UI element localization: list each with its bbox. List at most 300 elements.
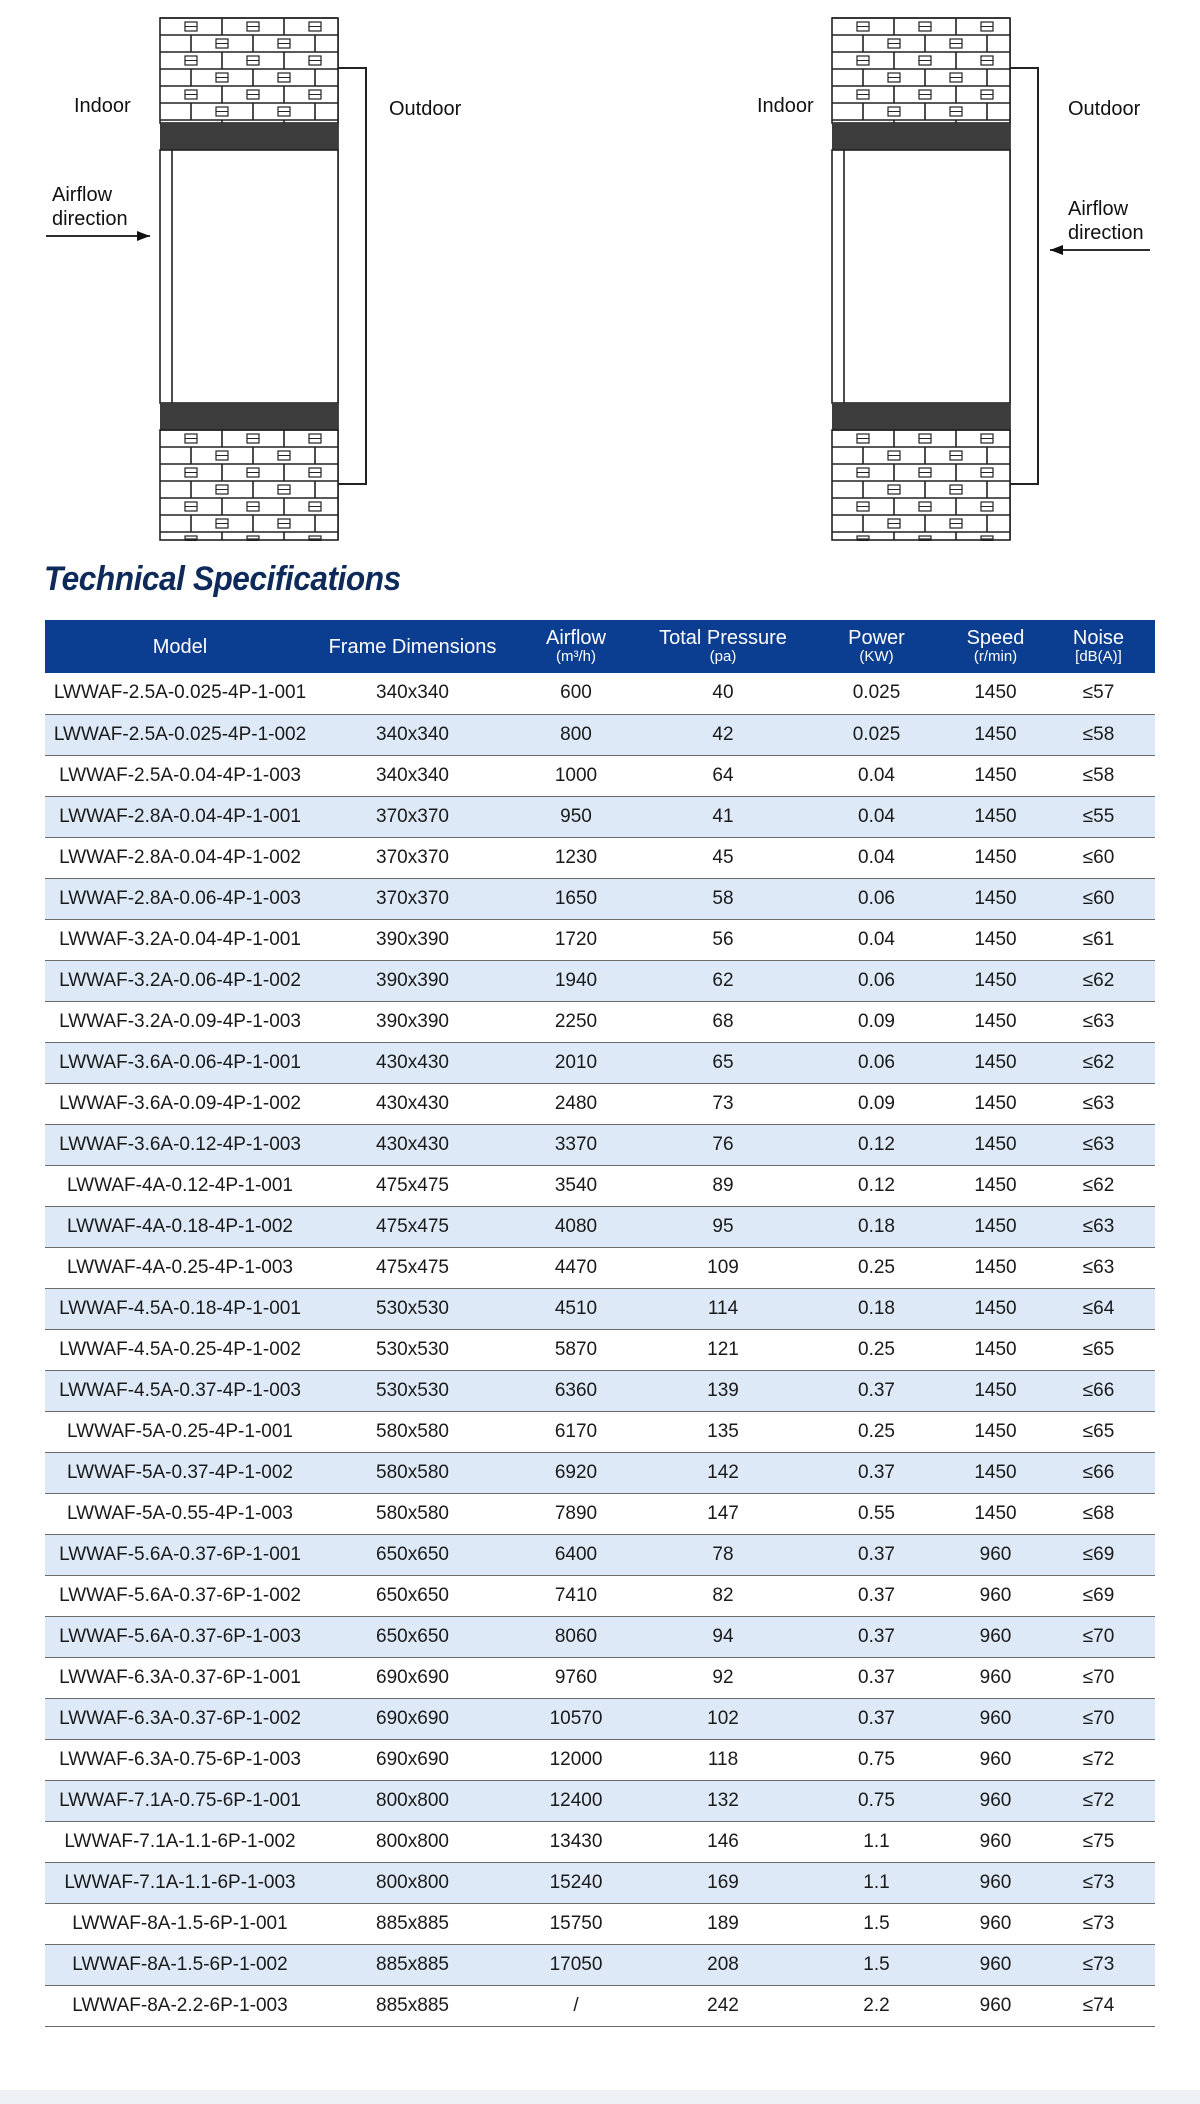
table-row — [45, 1083, 1155, 1124]
airflow-direction-label: Airflow direction — [1068, 198, 1144, 244]
cell-speed: 1450 — [949, 1452, 1042, 1493]
cell-power: 0.37 — [804, 1370, 949, 1411]
cell-model: LWWAF-3.6A-0.09-4P-1-002 — [45, 1083, 315, 1124]
cell-noise: ≤69 — [1042, 1575, 1155, 1616]
table-row — [45, 919, 1155, 960]
cell-airflow: 7410 — [510, 1575, 642, 1616]
cell-airflow: 10570 — [510, 1698, 642, 1739]
cell-power: 1.5 — [804, 1944, 949, 1985]
cell-power: 0.12 — [804, 1124, 949, 1165]
wall-installation-drawings — [0, 0, 1200, 545]
cell-frame-dimensions: 530x530 — [315, 1329, 510, 1370]
cell-model: LWWAF-3.2A-0.04-4P-1-001 — [45, 919, 315, 960]
cell-model: LWWAF-2.8A-0.04-4P-1-001 — [45, 796, 315, 837]
cell-total-pressure: 94 — [642, 1616, 804, 1657]
cell-noise: ≤70 — [1042, 1698, 1155, 1739]
table-row — [45, 1329, 1155, 1370]
cell-speed: 960 — [949, 1616, 1042, 1657]
column-header-model — [45, 620, 315, 673]
cell-noise: ≤55 — [1042, 796, 1155, 837]
cell-power: 0.025 — [804, 673, 949, 714]
cell-total-pressure: 73 — [642, 1083, 804, 1124]
table-row — [45, 878, 1155, 919]
cell-model: LWWAF-2.8A-0.06-4P-1-003 — [45, 878, 315, 919]
column-header-label: Total Pressure — [659, 627, 787, 649]
cell-total-pressure: 45 — [642, 837, 804, 878]
cell-frame-dimensions: 580x580 — [315, 1411, 510, 1452]
cell-model: LWWAF-2.5A-0.04-4P-1-003 — [45, 755, 315, 796]
cell-model: LWWAF-4.5A-0.25-4P-1-002 — [45, 1329, 315, 1370]
cell-noise: ≤62 — [1042, 1165, 1155, 1206]
brick-wall — [160, 18, 338, 123]
cell-power: 0.25 — [804, 1329, 949, 1370]
cell-noise: ≤73 — [1042, 1862, 1155, 1903]
cell-noise: ≤62 — [1042, 1042, 1155, 1083]
cell-power: 0.37 — [804, 1698, 949, 1739]
cell-noise: ≤58 — [1042, 714, 1155, 755]
cell-speed: 960 — [949, 1862, 1042, 1903]
cell-noise: ≤65 — [1042, 1411, 1155, 1452]
cell-speed: 1450 — [949, 1083, 1042, 1124]
column-header-airflow — [510, 620, 642, 673]
cell-power: 1.1 — [804, 1821, 949, 1862]
cell-power: 0.37 — [804, 1616, 949, 1657]
cell-noise: ≤63 — [1042, 1206, 1155, 1247]
table-row — [45, 673, 1155, 714]
cell-frame-dimensions: 530x530 — [315, 1288, 510, 1329]
cell-airflow: 1940 — [510, 960, 642, 1001]
cell-airflow: 6170 — [510, 1411, 642, 1452]
table-row — [45, 1411, 1155, 1452]
cell-frame-dimensions: 390x390 — [315, 1001, 510, 1042]
cell-total-pressure: 135 — [642, 1411, 804, 1452]
table-row — [45, 1206, 1155, 1247]
cell-noise: ≤74 — [1042, 1985, 1155, 2026]
technical-specifications-table — [45, 620, 1155, 2027]
cell-noise: ≤60 — [1042, 837, 1155, 878]
table-row — [45, 1042, 1155, 1083]
page-footer-strip — [0, 2090, 1200, 2104]
cell-airflow: 15240 — [510, 1862, 642, 1903]
fan-opening — [160, 150, 338, 403]
cell-noise: ≤73 — [1042, 1944, 1155, 1985]
cell-total-pressure: 132 — [642, 1780, 804, 1821]
cell-airflow: 800 — [510, 714, 642, 755]
cell-frame-dimensions: 430x430 — [315, 1083, 510, 1124]
cell-noise: ≤66 — [1042, 1370, 1155, 1411]
cell-noise: ≤64 — [1042, 1288, 1155, 1329]
cell-speed: 1450 — [949, 1411, 1042, 1452]
cell-speed: 1450 — [949, 1001, 1042, 1042]
cell-noise: ≤63 — [1042, 1124, 1155, 1165]
cell-speed: 1450 — [949, 1329, 1042, 1370]
table-row — [45, 1493, 1155, 1534]
cell-frame-dimensions: 475x475 — [315, 1206, 510, 1247]
table-row — [45, 1657, 1155, 1698]
cell-model: LWWAF-2.5A-0.025-4P-1-001 — [45, 673, 315, 714]
cell-power: 0.18 — [804, 1288, 949, 1329]
lintel-beam — [160, 123, 338, 150]
cell-frame-dimensions: 800x800 — [315, 1862, 510, 1903]
cell-model: LWWAF-6.3A-0.37-6P-1-001 — [45, 1657, 315, 1698]
cell-noise: ≤62 — [1042, 960, 1155, 1001]
cell-total-pressure: 114 — [642, 1288, 804, 1329]
indoor-label: Indoor — [757, 95, 814, 117]
cell-speed: 1450 — [949, 755, 1042, 796]
cell-power: 1.1 — [804, 1862, 949, 1903]
cell-model: LWWAF-5.6A-0.37-6P-1-001 — [45, 1534, 315, 1575]
cell-noise: ≤72 — [1042, 1780, 1155, 1821]
column-header-label: Airflow — [545, 627, 606, 649]
cell-frame-dimensions: 885x885 — [315, 1985, 510, 2026]
cell-airflow: 1650 — [510, 878, 642, 919]
cell-frame-dimensions: 340x340 — [315, 755, 510, 796]
cell-total-pressure: 65 — [642, 1042, 804, 1083]
left-arrow-head — [1050, 245, 1063, 255]
cell-total-pressure: 56 — [642, 919, 804, 960]
cell-total-pressure: 62 — [642, 960, 804, 1001]
table-header-row — [45, 620, 1155, 673]
cell-frame-dimensions: 475x475 — [315, 1247, 510, 1288]
column-header-label: Frame Dimensions — [328, 635, 497, 658]
cell-speed: 1450 — [949, 960, 1042, 1001]
table-row — [45, 1288, 1155, 1329]
sill-beam — [160, 403, 338, 430]
cell-power: 0.37 — [804, 1657, 949, 1698]
cell-noise: ≤72 — [1042, 1739, 1155, 1780]
cell-noise: ≤68 — [1042, 1493, 1155, 1534]
cell-noise: ≤61 — [1042, 919, 1155, 960]
fan-opening — [832, 150, 1010, 403]
cell-noise: ≤70 — [1042, 1616, 1155, 1657]
cell-airflow: 3540 — [510, 1165, 642, 1206]
cell-power: 0.09 — [804, 1083, 949, 1124]
cell-model: LWWAF-7.1A-0.75-6P-1-001 — [45, 1780, 315, 1821]
cell-power: 0.37 — [804, 1452, 949, 1493]
table-row — [45, 1780, 1155, 1821]
cell-airflow: 8060 — [510, 1616, 642, 1657]
cell-model: LWWAF-5.6A-0.37-6P-1-003 — [45, 1616, 315, 1657]
table-body — [45, 673, 1155, 2026]
table-row — [45, 1124, 1155, 1165]
table-row — [45, 1247, 1155, 1288]
cell-total-pressure: 146 — [642, 1821, 804, 1862]
lintel-beam — [832, 123, 1010, 150]
wall-bracket — [338, 68, 366, 484]
cell-model: LWWAF-8A-2.2-6P-1-003 — [45, 1985, 315, 2026]
table-row — [45, 755, 1155, 796]
cell-airflow: / — [510, 1985, 642, 2026]
table-row — [45, 1944, 1155, 1985]
cell-total-pressure: 118 — [642, 1739, 804, 1780]
cell-power: 2.2 — [804, 1985, 949, 2026]
cell-frame-dimensions: 690x690 — [315, 1698, 510, 1739]
cell-airflow: 7890 — [510, 1493, 642, 1534]
cell-model: LWWAF-4A-0.25-4P-1-003 — [45, 1247, 315, 1288]
cell-frame-dimensions: 650x650 — [315, 1534, 510, 1575]
table-row — [45, 1862, 1155, 1903]
cell-model: LWWAF-6.3A-0.75-6P-1-003 — [45, 1739, 315, 1780]
cell-model: LWWAF-3.2A-0.06-4P-1-002 — [45, 960, 315, 1001]
cell-total-pressure: 121 — [642, 1329, 804, 1370]
cell-model: LWWAF-6.3A-0.37-6P-1-002 — [45, 1698, 315, 1739]
column-header-unit: (KW) — [859, 648, 894, 665]
table-row — [45, 1534, 1155, 1575]
cell-noise: ≤73 — [1042, 1903, 1155, 1944]
cell-speed: 1450 — [949, 796, 1042, 837]
cell-airflow: 15750 — [510, 1903, 642, 1944]
cell-power: 0.75 — [804, 1739, 949, 1780]
cell-power: 0.04 — [804, 919, 949, 960]
brick-wall — [832, 18, 1010, 123]
table-row — [45, 1575, 1155, 1616]
cell-noise: ≤63 — [1042, 1001, 1155, 1042]
cell-speed: 1450 — [949, 673, 1042, 714]
cell-airflow: 17050 — [510, 1944, 642, 1985]
cell-airflow: 2010 — [510, 1042, 642, 1083]
column-header-unit: (pa) — [709, 648, 737, 665]
column-header-label: Power — [848, 627, 905, 649]
cell-airflow: 9760 — [510, 1657, 642, 1698]
outdoor-label: Outdoor — [1068, 98, 1141, 120]
cell-frame-dimensions: 690x690 — [315, 1739, 510, 1780]
section-title: Technical Specifications — [44, 560, 401, 598]
cell-model: LWWAF-7.1A-1.1-6P-1-003 — [45, 1862, 315, 1903]
cell-speed: 1450 — [949, 1370, 1042, 1411]
cell-model: LWWAF-8A-1.5-6P-1-001 — [45, 1903, 315, 1944]
cell-power: 0.04 — [804, 837, 949, 878]
cell-noise: ≤69 — [1042, 1534, 1155, 1575]
cell-power: 0.25 — [804, 1247, 949, 1288]
cell-power: 1.5 — [804, 1903, 949, 1944]
cell-airflow: 4080 — [510, 1206, 642, 1247]
cell-noise: ≤63 — [1042, 1247, 1155, 1288]
cell-total-pressure: 102 — [642, 1698, 804, 1739]
cell-speed: 1450 — [949, 714, 1042, 755]
table-row — [45, 1001, 1155, 1042]
cell-total-pressure: 41 — [642, 796, 804, 837]
cell-total-pressure: 169 — [642, 1862, 804, 1903]
column-header-total-pressure — [642, 620, 804, 673]
cell-model: LWWAF-2.5A-0.025-4P-1-002 — [45, 714, 315, 755]
cell-model: LWWAF-5A-0.37-4P-1-002 — [45, 1452, 315, 1493]
table-row — [45, 1165, 1155, 1206]
column-header-unit: (r/min) — [973, 648, 1018, 665]
cell-speed: 1450 — [949, 1493, 1042, 1534]
table-row — [45, 960, 1155, 1001]
cell-speed: 1450 — [949, 1124, 1042, 1165]
cell-airflow: 5870 — [510, 1329, 642, 1370]
cell-speed: 1450 — [949, 1247, 1042, 1288]
cell-power: 0.18 — [804, 1206, 949, 1247]
cell-airflow: 6400 — [510, 1534, 642, 1575]
cell-airflow: 4510 — [510, 1288, 642, 1329]
cell-model: LWWAF-7.1A-1.1-6P-1-002 — [45, 1821, 315, 1862]
cell-speed: 960 — [949, 1903, 1042, 1944]
cell-frame-dimensions: 390x390 — [315, 919, 510, 960]
cell-power: 0.06 — [804, 960, 949, 1001]
installation-diagrams — [0, 0, 1200, 545]
cell-noise: ≤58 — [1042, 755, 1155, 796]
cell-power: 0.75 — [804, 1780, 949, 1821]
cell-total-pressure: 92 — [642, 1657, 804, 1698]
table-row — [45, 837, 1155, 878]
table-row — [45, 1698, 1155, 1739]
column-header-label: Noise — [1072, 627, 1125, 649]
airflow-direction-label: Airflow direction — [52, 184, 128, 230]
cell-model: LWWAF-4.5A-0.37-4P-1-003 — [45, 1370, 315, 1411]
cell-speed: 960 — [949, 1534, 1042, 1575]
cell-power: 0.04 — [804, 755, 949, 796]
table-row — [45, 714, 1155, 755]
cell-noise: ≤70 — [1042, 1657, 1155, 1698]
cell-airflow: 1230 — [510, 837, 642, 878]
cell-total-pressure: 82 — [642, 1575, 804, 1616]
cell-speed: 960 — [949, 1985, 1042, 2026]
cell-model: LWWAF-5A-0.25-4P-1-001 — [45, 1411, 315, 1452]
table-row — [45, 1821, 1155, 1862]
cell-total-pressure: 42 — [642, 714, 804, 755]
cell-speed: 960 — [949, 1657, 1042, 1698]
cell-total-pressure: 242 — [642, 1985, 804, 2026]
cell-model: LWWAF-5A-0.55-4P-1-003 — [45, 1493, 315, 1534]
cell-speed: 1450 — [949, 878, 1042, 919]
cell-frame-dimensions: 430x430 — [315, 1124, 510, 1165]
cell-frame-dimensions: 650x650 — [315, 1616, 510, 1657]
cell-total-pressure: 208 — [642, 1944, 804, 1985]
table-row — [45, 1452, 1155, 1493]
cell-noise: ≤60 — [1042, 878, 1155, 919]
table-row — [45, 1985, 1155, 2026]
cell-airflow: 2480 — [510, 1083, 642, 1124]
column-header-label: Model — [152, 635, 208, 658]
cell-total-pressure: 139 — [642, 1370, 804, 1411]
cell-power: 0.09 — [804, 1001, 949, 1042]
cell-airflow: 2250 — [510, 1001, 642, 1042]
cell-noise: ≤63 — [1042, 1083, 1155, 1124]
cell-power: 0.025 — [804, 714, 949, 755]
cell-frame-dimensions: 580x580 — [315, 1493, 510, 1534]
cell-airflow: 6920 — [510, 1452, 642, 1493]
cell-noise: ≤65 — [1042, 1329, 1155, 1370]
cell-frame-dimensions: 430x430 — [315, 1042, 510, 1083]
cell-frame-dimensions: 530x530 — [315, 1370, 510, 1411]
table-row — [45, 1616, 1155, 1657]
cell-frame-dimensions: 885x885 — [315, 1903, 510, 1944]
sill-beam — [832, 403, 1010, 430]
cell-speed: 1450 — [949, 1206, 1042, 1247]
cell-total-pressure: 147 — [642, 1493, 804, 1534]
cell-total-pressure: 89 — [642, 1165, 804, 1206]
cell-frame-dimensions: 690x690 — [315, 1657, 510, 1698]
cell-model: LWWAF-5.6A-0.37-6P-1-002 — [45, 1575, 315, 1616]
cell-airflow: 12000 — [510, 1739, 642, 1780]
cell-speed: 960 — [949, 1944, 1042, 1985]
cell-speed: 960 — [949, 1821, 1042, 1862]
cell-noise: ≤66 — [1042, 1452, 1155, 1493]
cell-model: LWWAF-2.8A-0.04-4P-1-002 — [45, 837, 315, 878]
cell-power: 0.06 — [804, 878, 949, 919]
cell-model: LWWAF-4.5A-0.18-4P-1-001 — [45, 1288, 315, 1329]
cell-model: LWWAF-3.6A-0.06-4P-1-001 — [45, 1042, 315, 1083]
cell-frame-dimensions: 370x370 — [315, 837, 510, 878]
cell-model: LWWAF-3.2A-0.09-4P-1-003 — [45, 1001, 315, 1042]
cell-power: 0.04 — [804, 796, 949, 837]
wall-bracket — [1010, 68, 1038, 484]
cell-power: 0.55 — [804, 1493, 949, 1534]
cell-noise: ≤57 — [1042, 673, 1155, 714]
cell-noise: ≤75 — [1042, 1821, 1155, 1862]
cell-speed: 1450 — [949, 837, 1042, 878]
cell-power: 0.37 — [804, 1575, 949, 1616]
column-header-frame-dimensions — [315, 620, 510, 673]
cell-airflow: 6360 — [510, 1370, 642, 1411]
column-header-noise — [1042, 620, 1155, 673]
cell-total-pressure: 95 — [642, 1206, 804, 1247]
cell-model: LWWAF-3.6A-0.12-4P-1-003 — [45, 1124, 315, 1165]
cell-airflow: 4470 — [510, 1247, 642, 1288]
cell-total-pressure: 78 — [642, 1534, 804, 1575]
cell-total-pressure: 64 — [642, 755, 804, 796]
cell-airflow: 1720 — [510, 919, 642, 960]
cell-speed: 960 — [949, 1698, 1042, 1739]
cell-frame-dimensions: 580x580 — [315, 1452, 510, 1493]
cell-frame-dimensions: 340x340 — [315, 714, 510, 755]
cell-total-pressure: 109 — [642, 1247, 804, 1288]
cell-frame-dimensions: 390x390 — [315, 960, 510, 1001]
indoor-label: Indoor — [74, 95, 131, 117]
cell-frame-dimensions: 800x800 — [315, 1821, 510, 1862]
cell-frame-dimensions: 370x370 — [315, 878, 510, 919]
cell-model: LWWAF-4A-0.12-4P-1-001 — [45, 1165, 315, 1206]
cell-frame-dimensions: 340x340 — [315, 673, 510, 714]
cell-speed: 960 — [949, 1739, 1042, 1780]
cell-airflow: 12400 — [510, 1780, 642, 1821]
cell-speed: 960 — [949, 1780, 1042, 1821]
column-header-speed — [949, 620, 1042, 673]
cell-speed: 1450 — [949, 1042, 1042, 1083]
cell-frame-dimensions: 800x800 — [315, 1780, 510, 1821]
cell-frame-dimensions: 475x475 — [315, 1165, 510, 1206]
cell-model: LWWAF-8A-1.5-6P-1-002 — [45, 1944, 315, 1985]
cell-power: 0.12 — [804, 1165, 949, 1206]
column-header-unit: [dB(A)] — [1075, 648, 1122, 665]
cell-airflow: 950 — [510, 796, 642, 837]
outdoor-label: Outdoor — [389, 98, 462, 120]
cell-power: 0.25 — [804, 1411, 949, 1452]
cell-speed: 1450 — [949, 919, 1042, 960]
cell-frame-dimensions: 650x650 — [315, 1575, 510, 1616]
cell-frame-dimensions: 885x885 — [315, 1944, 510, 1985]
cell-total-pressure: 58 — [642, 878, 804, 919]
column-header-label: Speed — [966, 627, 1025, 649]
column-header-unit: (m³/h) — [556, 648, 596, 665]
table-row — [45, 1903, 1155, 1944]
cell-total-pressure: 189 — [642, 1903, 804, 1944]
cell-airflow: 1000 — [510, 755, 642, 796]
table-row — [45, 1370, 1155, 1411]
cell-frame-dimensions: 370x370 — [315, 796, 510, 837]
cell-speed: 1450 — [949, 1288, 1042, 1329]
cell-airflow: 3370 — [510, 1124, 642, 1165]
cell-airflow: 13430 — [510, 1821, 642, 1862]
column-header-power — [804, 620, 949, 673]
cell-power: 0.06 — [804, 1042, 949, 1083]
table-row — [45, 796, 1155, 837]
cell-total-pressure: 68 — [642, 1001, 804, 1042]
cell-speed: 960 — [949, 1575, 1042, 1616]
cell-power: 0.37 — [804, 1534, 949, 1575]
